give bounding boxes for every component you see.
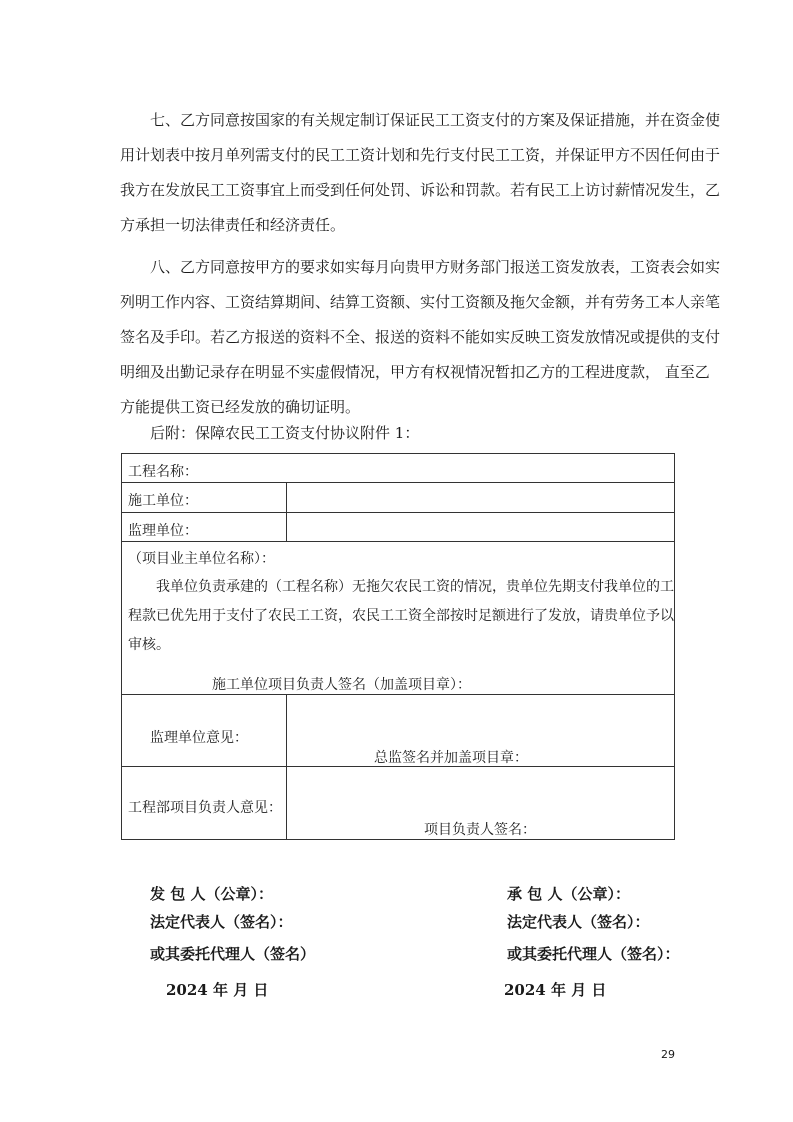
party-b-contractor: 承 包 人（公章）： [507, 885, 630, 903]
party-b-agent: 或其委托代理人（签名）： [507, 945, 680, 963]
section-8-line: 列明工作内容、工资结算期间、结算工资额、实付工资额及拖欠金额，并有劳务工本人亲笔 [120, 293, 721, 311]
section-7-line: 七、乙方同意按国家的有关规定制订保证民工工资支付的方案及保证措施，并在资金使 [150, 111, 721, 129]
construction-unit-label: 施工单位： [128, 493, 198, 509]
statement-line: 程款已优先用于支付了农民工工资，农民工工资全部按时足额进行了发放，请贵单位予以 [128, 608, 674, 624]
section-7-line: 用计划表中按月单列需支付的民工工资计划和先行支付民工工资，并保证甲方不因任何由于 [120, 146, 721, 164]
party-b-legal-rep: 法定代表人（签名）： [507, 913, 650, 931]
section-8-line: 八、乙方同意按甲方的要求如实每月向贵甲方财务部门报送工资发放表，工资表会如实 [150, 258, 721, 276]
statement-line: 审核。 [128, 637, 170, 653]
supervision-opinion-label: 监理单位意见： [150, 730, 248, 746]
owner-unit-label: （项目业主单位名称）： [128, 551, 275, 567]
construction-unit-field[interactable] [288, 484, 674, 511]
party-b-date: 2024 年 月 日 [504, 981, 607, 999]
party-a-agent: 或其委托代理人（签名） [150, 945, 316, 963]
party-a-issuer: 发 包 人（公章）： [150, 885, 273, 903]
party-a-date: 2024 年 月 日 [166, 981, 269, 999]
section-7-line: 我方在发放民工工资事宜上而受到任何处罚、诉讼和罚款。若有民工上访讨薪情况发生，乙 [120, 181, 721, 199]
attachment-form-table [121, 453, 675, 840]
section-8-paragraph [120, 250, 721, 425]
project-name-label: 工程名称： [128, 464, 198, 480]
project-manager-signature-label: 项目负责人签名： [424, 822, 536, 838]
supervision-unit-label: 监理单位： [128, 523, 198, 539]
table-divider [122, 512, 674, 513]
table-divider [286, 694, 287, 840]
project-dept-opinion-label: 工程部项目负责人意见： [128, 800, 282, 816]
section-7-paragraph [120, 103, 721, 243]
table-divider [122, 694, 674, 695]
section-8-line: 方能提供工资已经发放的确切证明。 [120, 398, 361, 416]
section-8-line: 明细及出勤记录存在明显不实虚假情况，甲方有权视情况暂扣乙方的工程进度款， 直至乙 [120, 363, 710, 381]
statement-line: 我单位负责承建的（工程名称）无拖欠农民工资的情况，贵单位先期支付我单位的工 [156, 579, 674, 595]
chief-supervisor-signature-label: 总监签名并加盖项目章： [374, 750, 528, 766]
table-divider [122, 541, 674, 542]
attachment-title: 后附：保障农民工工资支付协议附件 1： [150, 424, 420, 442]
page-number: 29 [661, 1048, 675, 1061]
table-divider [122, 482, 674, 483]
section-7-line: 方承担一切法律责任和经济责任。 [120, 216, 346, 234]
table-divider [286, 482, 287, 541]
party-a-legal-rep: 法定代表人（签名）： [150, 913, 293, 931]
supervision-unit-field[interactable] [288, 514, 674, 540]
contractor-signature-label: 施工单位项目负责人签名（加盖项目章）： [212, 677, 471, 693]
section-8-line: 签名及手印。若乙方报送的资料不全、报送的资料不能如实反映工资发放情况或提供的支付 [120, 328, 721, 346]
